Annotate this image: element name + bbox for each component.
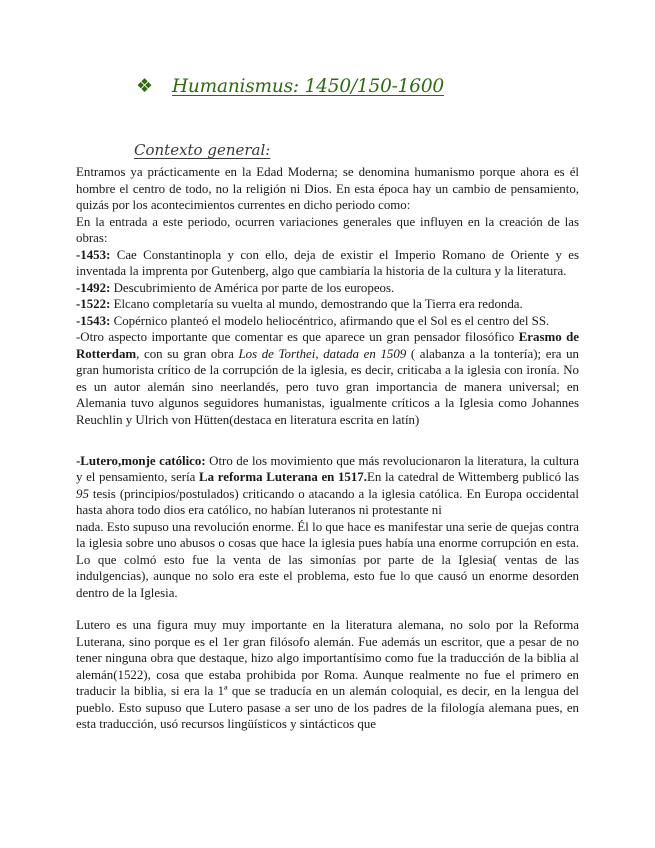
event-label: -1453: (76, 247, 111, 262)
erasmo-mid: , con su gran obra (136, 346, 239, 361)
lutero-pre: Otro de los movimiento que más revolucionaron la literatura, la cultura y el pensamiento, sería (76, 453, 579, 484)
paragraph-nada: nada. Esto supuso una revolución enorme. Él lo que hace es manifestar una serie de quejas contra la iglesia sobre uno abusos o cosas que hace la iglesia pues había una enorme corrupción en esta. Lo que colmó esto fue la venta de las simonías por parte de la Iglesia( ventas de las indulgencias), aunque no solo era este el problema, esto fue lo que causó un enorme desorden dentro de la Iglesia. (76, 519, 579, 600)
event-1492 (76, 280, 579, 297)
paragraph-erasmo (76, 329, 579, 428)
erasmo-post: ( alabanza a la tontería); era un gran humorista crítico de la corrupción de la iglesia, es decir, criticaba a la iglesia con ironía. No es un autor alemán sino neerlandés, pero tuvo gran importancia de manera universal; en Alemania tuvo algunos seguidores humanistas, igualmente críticos a la Iglesia como Johannes Reuchlin y Ulrich von Hütten(destaca en literatura escrita en latín) (76, 346, 579, 427)
event-text: Descubrimiento de América por parte de los europeos. (110, 280, 395, 295)
paragraph-gap (76, 445, 579, 453)
event-1453 (76, 247, 579, 280)
lutero-reforma: La reforma Luterana en 1517. (199, 470, 367, 484)
erasmo-work: Los de Torthei, datada en 1509 (238, 346, 407, 361)
page-title: Humanismus: 1450/150-1600 (172, 76, 444, 97)
section-heading (136, 76, 444, 97)
event-text: Cae Constantinopla y con ello, deja de existir el Imperio Romano de Oriente y es inventada la imprenta por Gutenberg, algo que cambiaría la historia de la cultura y la literatura. (76, 247, 579, 278)
diamond-bullet-icon: ❖ (136, 75, 154, 97)
document-body (76, 164, 579, 733)
event-1543 (76, 313, 579, 330)
lutero-label: -Lutero,monje católico: (76, 453, 206, 468)
event-text: Elcano completaría su vuelta al mundo, demostrando que la Tierra era redonda. (110, 297, 523, 311)
paragraph-periodo: En la entrada a este periodo, ocurren variaciones generales que influyen en la creación de las obras: (76, 214, 579, 245)
event-label: -1522: (76, 297, 111, 311)
erasmo-name: Erasmo de Rotterdam (76, 330, 579, 361)
lutero-post: En la catedral de Wittemberg publicó las (366, 470, 579, 484)
paragraph-lutero (76, 453, 579, 519)
erasmo-pre: -Otro aspecto importante que comentar es que aparece un gran pensador filosófico (76, 330, 519, 344)
paragraph-final: Lutero es una figura muy muy importante en la literatura alemana, no solo por la Reforma Luterana, sino porque es el 1er gran filósofo alemán. Fue además un escritor, que a pesar de no tener ninguna obra que destaque, hizo algo importantísimo como fue la traducción de la biblia al alemán(1522), cosa que estaba prohibida por Roma. Aunque realmente no fue el primero en traducir la biblia, si era la 1ª que se traducía en un alemán coloquial, es decir, en la lengua del pueblo. Esto supuso que Lutero pasase a ser uno de los padres de la filología alemana pues, en esta traducción, usó recursos lingüísticos y sintácticos que (76, 618, 579, 731)
event-text: Copérnico planteó el modelo heliocéntrico, afirmando que el Sol es el centro del SS. (110, 313, 550, 328)
paragraph-gap (76, 601, 579, 617)
paragraph-intro: Entramos ya prácticamente en la Edad Moderna; se denomina humanismo porque ahora es él hombre el centro de todo, no la religión ni Dios. En esta época hay un cambio de pensamiento, quizás por los acontecimientos currentes en dicho periodo como: (76, 165, 579, 212)
paragraph-gap (76, 428, 579, 445)
lutero-num: 95 (76, 486, 89, 501)
event-label: -1543: (76, 313, 111, 328)
subheading-contexto: Contexto general: (134, 141, 271, 159)
event-1522 (76, 296, 579, 313)
lutero-post2: tesis (principios/postulados) criticando o atacando a la iglesia católica. En Europa occidental hasta ahora todo dios era católico, no habían luteranos ni protestante ni (76, 486, 579, 517)
event-label: -1492: (76, 280, 111, 295)
